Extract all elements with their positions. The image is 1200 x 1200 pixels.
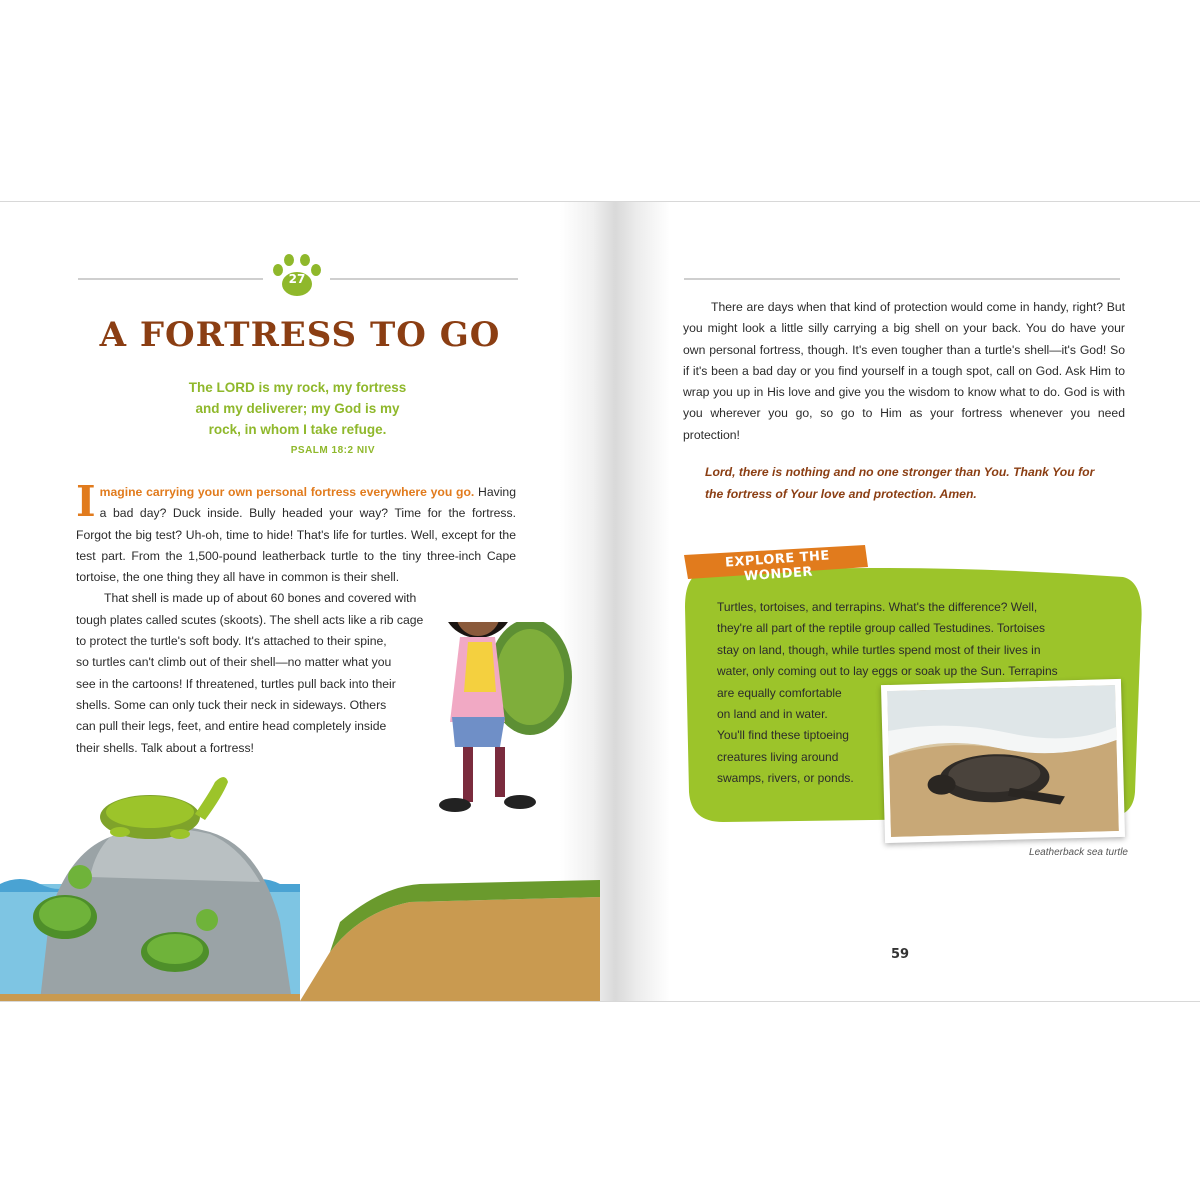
page-number: 59 [890,947,910,962]
verse-line: and my deliverer; my God is my [195,401,400,416]
girl-leg-right [495,747,505,797]
verse-line: The LORD is my rock, my fortress [188,380,407,395]
devotion-number: 27 [288,272,306,286]
header-rule-right-page [684,278,1120,280]
turtle-illustration [0,622,600,1001]
verse-line: rock, in whom I take refuge. [208,422,387,437]
explore-line: are equally comfortable [717,685,842,700]
paragraph-line: see in the cartoons! If threatened, turtles pull back into their [76,676,396,691]
header-rule-right [330,278,518,280]
paragraph-line: so turtles can't climb out of their shell—no matter what you [76,655,392,670]
explore-line: Turtles, tortoises, and terrapins. What's the difference? Well, [717,600,1038,614]
prayer-text: Lord, there is nothing and no one stronger than You. Thank You for the fortress of Your love and protection. Amen. [705,465,1095,501]
paragraph-line: That shell is made up of about 60 bones and covered with [104,591,417,606]
verse-reference: PSALM 18:2 NIV [290,445,375,456]
explore-line: creatures living around [717,749,839,764]
explore-line: swamps, rivers, or ponds. [717,771,854,786]
paragraph-line: shells. Some can only tuck their neck in sideways. Others [76,697,387,712]
girl-leg-left [463,747,473,802]
girl-shoe-left [439,798,471,812]
paragraph-text: There are days when that kind of protection would come in handy, right? But you might look a little silly carrying a big shell on your back. You do have your own personal fortress, though. It's even tougher than a turtle's shell—it's God! So if it's been a bad day or you find yourself in a tough spot, call on God. Ask Him to wrap you up in His love and give you the wisdom to know what to do. God is with you wherever you go, so go to Him as your fortress whenever you need protection! [683,300,1125,442]
drop-cap: I [76,477,96,526]
ground [300,897,600,1001]
header-rule-left [78,278,263,280]
paragraph-line: can pull their legs, feet, and entire head completely inside [76,719,387,734]
explore-label: EXPLORE THE WONDER [724,548,831,585]
girl-shorts [452,717,505,747]
paragraph-line: their shells. Talk about a fortress! [76,740,254,755]
explore-line: You'll find these tiptoeing [717,728,849,743]
explore-line: they're all part of the reptile group called Testudines. Tortoises [717,621,1046,636]
explore-line: water, only coming out to lay eggs or soak up the Sun. Terrapins [717,664,1058,679]
photo-caption: Leatherback sea turtle [1029,847,1128,858]
lead-sentence: magine carrying your own personal fortress everywhere you go. [99,485,475,499]
paragraph-line: to protect the turtle's soft body. It's attached to their spine, [76,634,387,649]
scripture-verse [160,377,435,440]
book-spread [0,201,1200,1002]
right-body-text [683,297,1125,446]
paragraph-line: tough plates called scutes (skoots). The shell acts like a rib cage [76,612,424,627]
page-title: A FORTRESS TO GO [99,315,501,355]
explore-line: stay on land, though, while turtles spend most of their lives in [717,642,1041,657]
turtle-neck [195,777,228,820]
girl-shoe-right [504,795,536,809]
explore-line: on land and in water. [717,707,828,722]
turtle-photo [881,679,1125,843]
paragraph-text: Having a bad day? Duck inside. Bully headed your way? Time for the fortress. Forgot the big test? Uh-oh, time to hide! That's life for turtles. Well, except for the test part. From the 1,500-pound leatherback turtle to the tiny three-inch Cape tortoise, the one thing they all have in common is their shell. [76,485,516,585]
